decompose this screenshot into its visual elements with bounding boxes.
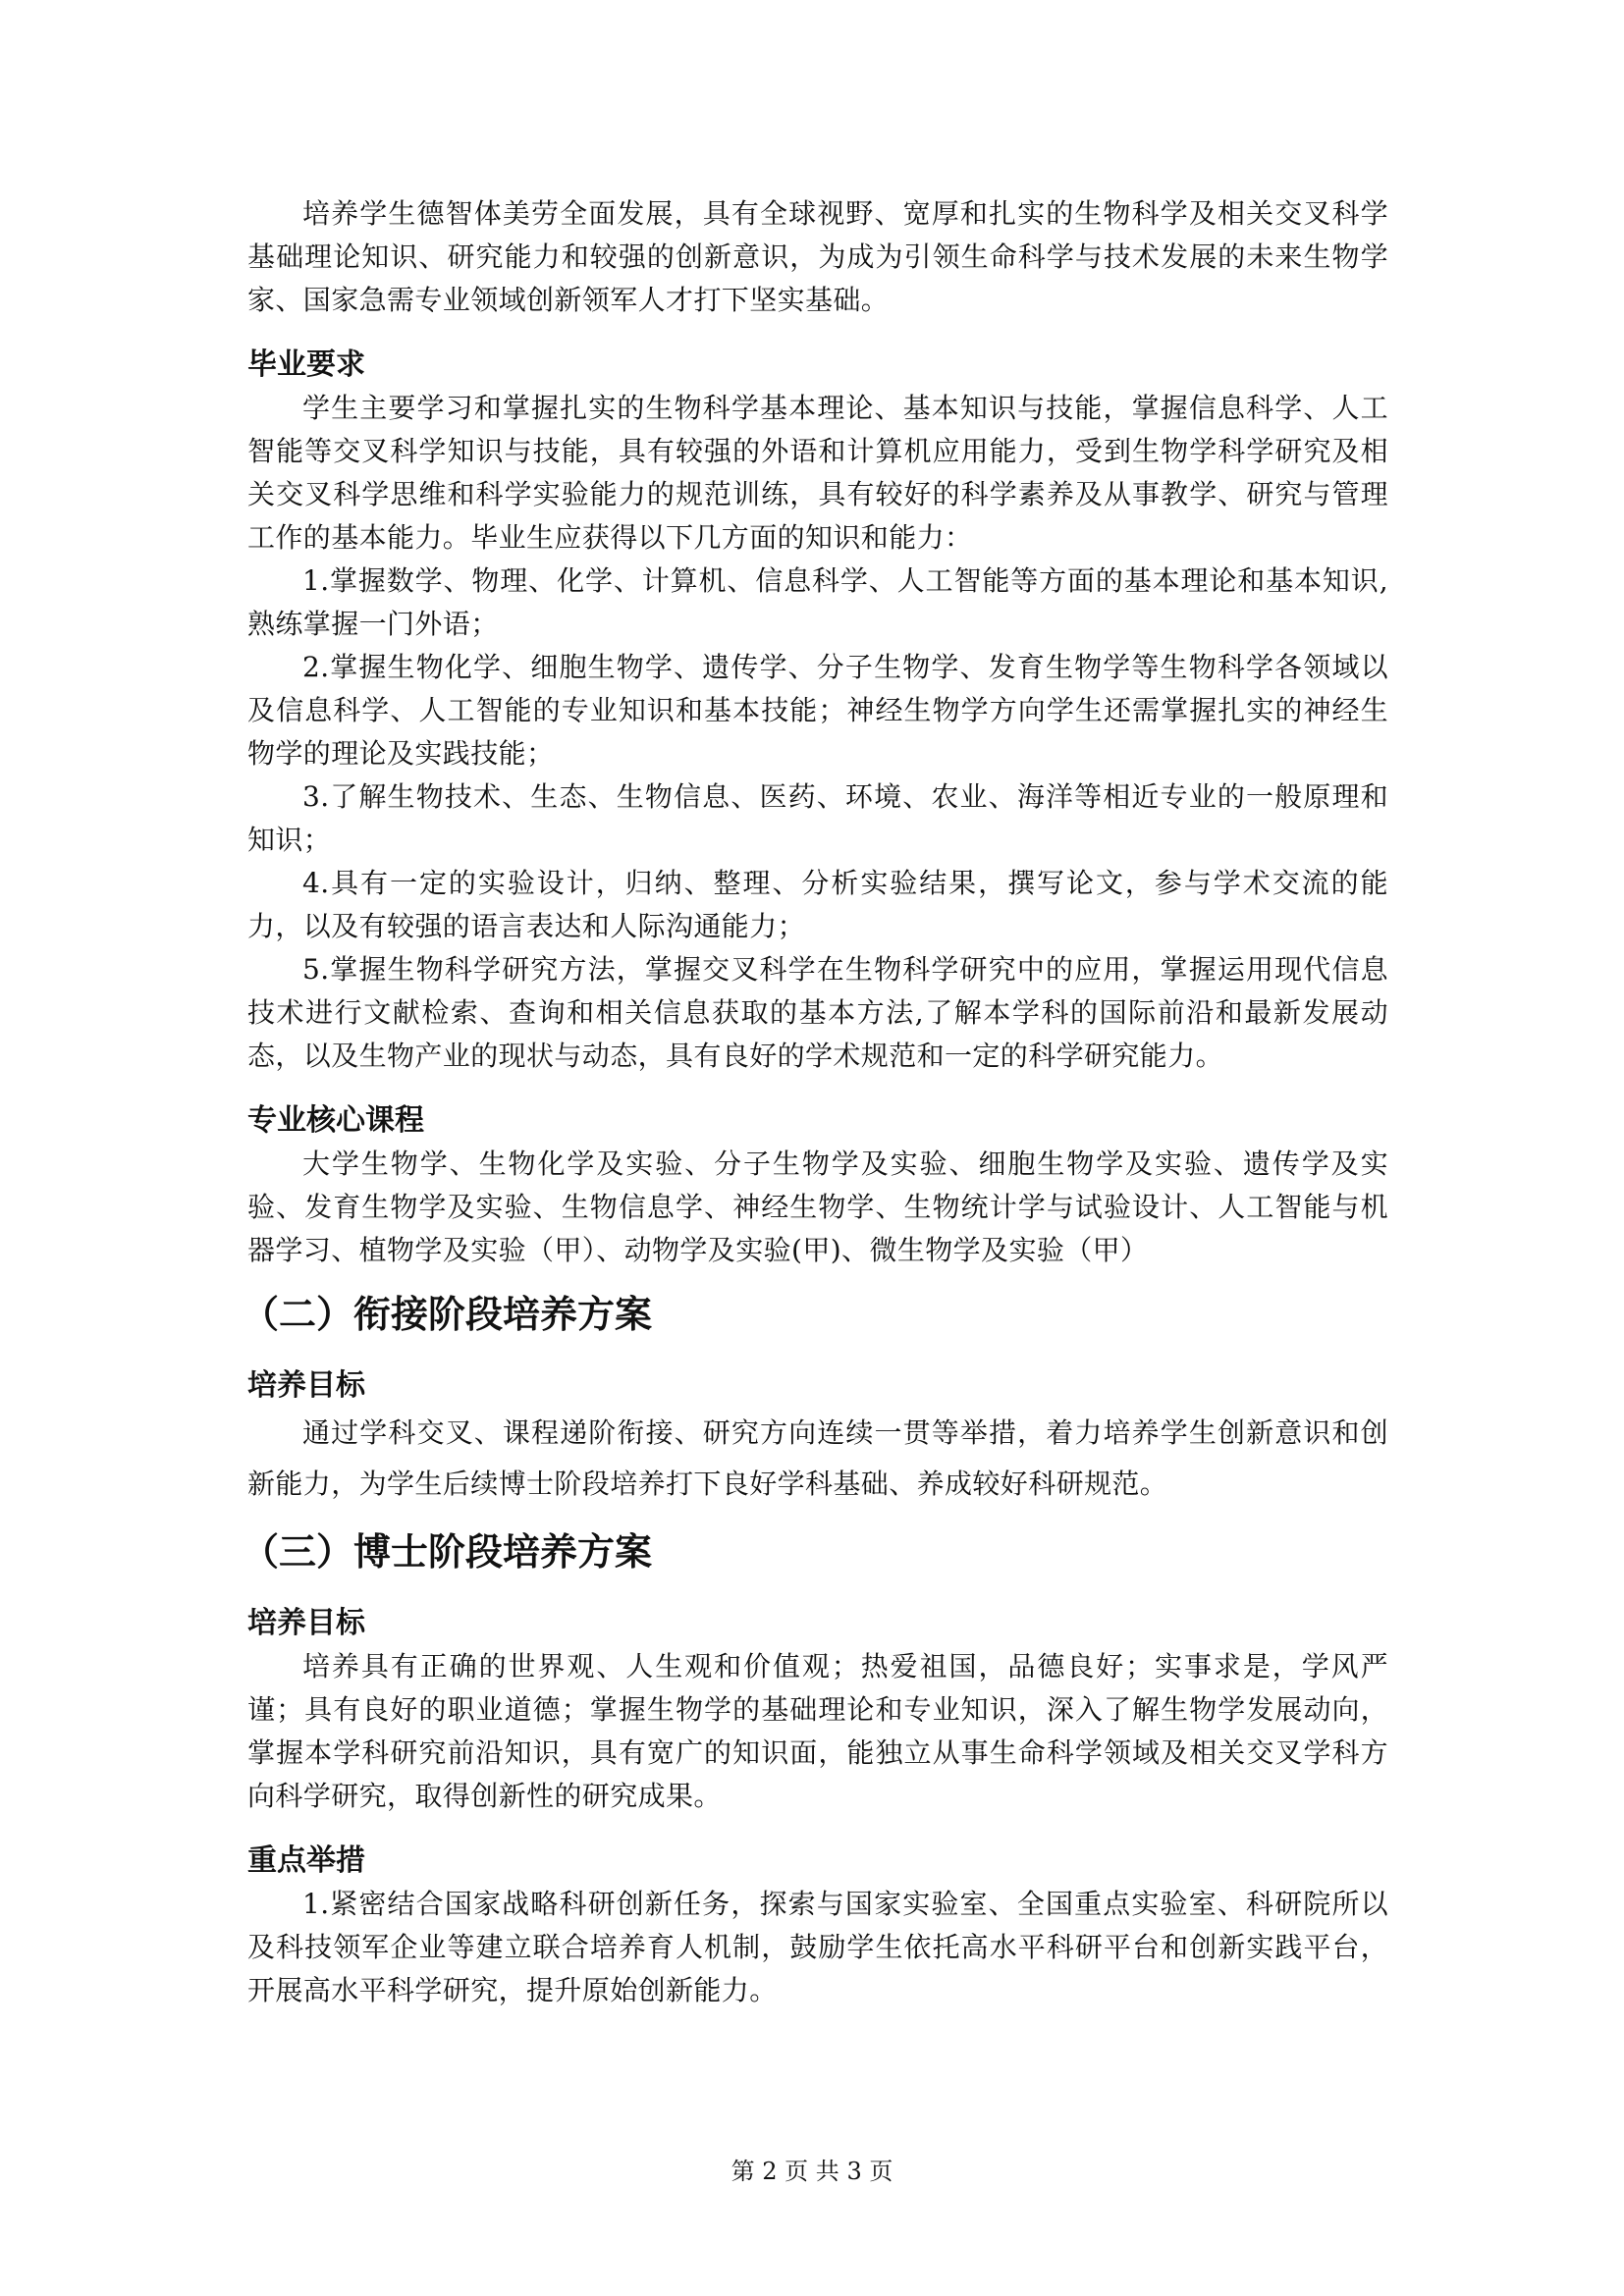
core-courses-heading: 专业核心课程 [247, 1103, 424, 1138]
graduation-heading: 毕业要求 [247, 347, 365, 382]
graduation-item-5: 5.掌握生物科学研究方法，掌握交叉科学在生物科学研究中的应用，掌握运用现代信息技术进行文献检索、查询和相关信息获取的基本方法,了解本学科的国际前沿和最新发展动态，以及生物产业的现状与动态，具有良好的学术规范和一定的科学研究能力。 [247, 953, 1388, 1072]
page-footer: 第 2 页 共 3 页 [731, 2158, 893, 2185]
intro-paragraph: 培养学生德智体美劳全面发展，具有全球视野、宽厚和扎实的生物科学及相关交叉科学基础理论知识、研究能力和较强的创新意识，为成为引领生命科学与技术发展的未来生物学家、国家急需专业领域创新领军人才打下坚实基础。 [247, 197, 1388, 316]
section3-title: （三）博士阶段培养方案 [242, 1530, 653, 1574]
document-page [242, 192, 1388, 2012]
graduation-intro: 学生主要学习和掌握扎实的生物科学基本理论、基本知识与技能，掌握信息科学、人工智能等交叉科学知识与技能，具有较强的外语和计算机应用能力，受到生物学科学研究及相关交叉科学思维和科学实验能力的规范训练，具有较好的科学素养及从事教学、研究与管理工作的基本能力。毕业生应获得以下几方面的知识和能力： [247, 392, 1388, 554]
section2-title: （二）衔接阶段培养方案 [242, 1293, 653, 1336]
section3-measures-heading: 重点举措 [247, 1843, 365, 1878]
section3-measure-1: 1.紧密结合国家战略科研创新任务，探索与国家实验室、全国重点实验室、科研院所以及科技领军企业等建立联合培养育人机制，鼓励学生依托高水平科研平台和创新实践平台，开展高水平科学研究，提升原始创新能力。 [247, 1888, 1388, 2006]
graduation-item-2: 2.掌握生物化学、细胞生物学、遗传学、分子生物学、发育生物学等生物科学各领域以及信息科学、人工智能的专业知识和基本技能；神经生物学方向学生还需掌握扎实的神经生物学的理论及实践技能； [247, 651, 1388, 770]
graduation-item-1: 1.掌握数学、物理、化学、计算机、信息科学、人工智能等方面的基本理论和基本知识,熟练掌握一门外语； [247, 564, 1388, 640]
section2-goal-text: 通过学科交叉、课程递阶衔接、研究方向连续一贯等举措，着力培养学生创新意识和创新能力，为学生后续博士阶段培养打下良好学科基础、养成较好科研规范。 [247, 1416, 1388, 1500]
graduation-item-4: 4.具有一定的实验设计，归纳、整理、分析实验结果，撰写论文，参与学术交流的能力，以及有较强的语言表达和人际沟通能力； [247, 867, 1388, 942]
section3-goal-heading: 培养目标 [247, 1606, 365, 1640]
section2-goal-heading: 培养目标 [247, 1368, 365, 1403]
graduation-item-3: 3.了解生物技术、生态、生物信息、医药、环境、农业、海洋等相近专业的一般原理和知识； [247, 780, 1388, 856]
core-courses-text: 大学生物学、生物化学及实验、分子生物学及实验、细胞生物学及实验、遗传学及实验、发育生物学及实验、生物信息学、神经生物学、生物统计学与试验设计、人工智能与机器学习、植物学及实验（甲）、动物学及实验(甲)、微生物学及实验（甲） [247, 1148, 1388, 1266]
section3-goal-text: 培养具有正确的世界观、人生观和价值观；热爱祖国，品德良好；实事求是，学风严谨；具有良好的职业道德；掌握生物学的基础理论和专业知识，深入了解生物学发展动向，掌握本学科研究前沿知识，具有宽广的知识面，能独立从事生命科学领域及相关交叉学科方向科学研究，取得创新性的研究成果。 [247, 1650, 1388, 1812]
